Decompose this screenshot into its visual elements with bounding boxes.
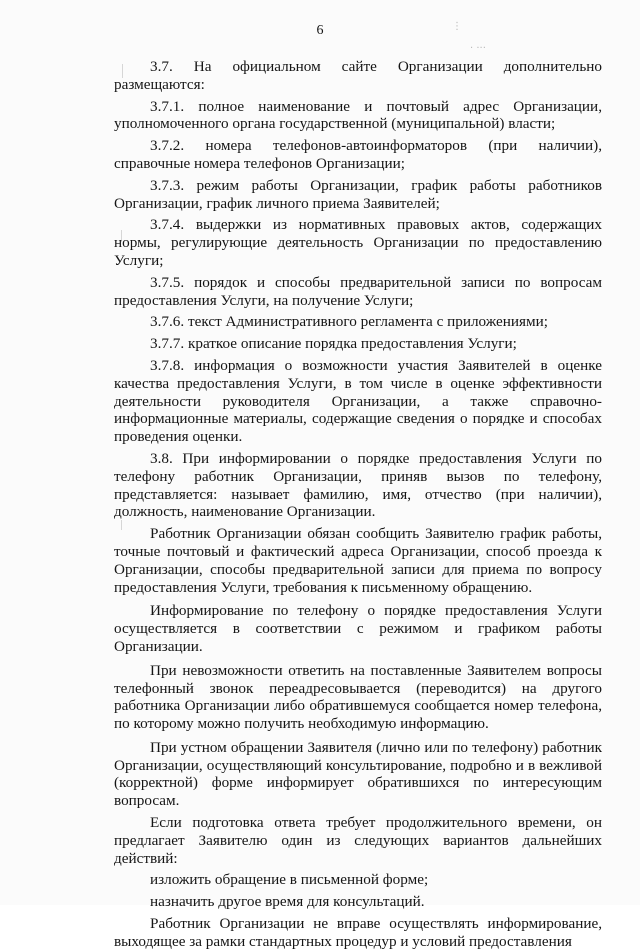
paragraph-phone-info: Информирование по телефону о порядке предоставления Услуги осуществляется в соответствии с режимом и графиком работы Организации. [114, 602, 602, 655]
paragraph-oral: При устном обращении Заявителя (лично или по телефону) работник Организации, осуществляющий консультирование, подробно и в вежливой (корректной) форме информирует обратившихся по интересующим вопросам. [114, 738, 602, 810]
paragraph-3-7-1: 3.7.1. полное наименование и почтовый адрес Организации, уполномоченного органа государственной (муниципальной) власти; [114, 97, 602, 133]
paragraph-long-time: Если подготовка ответа требует продолжительного времени, он предлагает Заявителю один из следующих вариантов дальнейших действий: [114, 814, 602, 867]
paragraph-impossible: При невозможности ответить на поставленные Заявителем вопросы телефонный звонок переадресовывается (переводится) на другого работника Организации либо обратившемуся сообщается номер телефона, по которому можно получить необходимую информацию. [114, 661, 602, 733]
paragraph-3-7-2: 3.7.2. номера телефонов-автоинформаторов (при наличии), справочные номера телефонов Организации; [114, 137, 602, 172]
paragraph-worker-must: Работник Организации обязан сообщить Заявителю график работы, точные почтовый и фактический адреса Организации, способ проезда к Организации, способы предварительной записи для приема по вопросу предоставления Услуги, требования к письменному обращению. [114, 525, 602, 596]
page-number: 6 [316, 23, 324, 38]
paragraph-3-7-3: 3.7.3. режим работы Организации, график работы работников Организации, график личного приема Заявителей; [114, 176, 602, 212]
scan-artifact: · ··· [470, 43, 486, 54]
document-body [114, 58, 602, 951]
scan-artifact: ⋮ [452, 21, 462, 32]
paragraph-3-7-8: 3.7.8. информация о возможности участия Заявителей в оценке качества предоставления Услуги, в том числе в оценке эффективности деятельности руководителя Организации, а также справочно-информационные материалы, содержащие сведения о порядке и способах проведения оценки. [114, 356, 602, 446]
paragraph-3-7-5: 3.7.5. порядок и способы предварительной записи по вопросам предоставления Услуги, на получение Услуги; [114, 273, 602, 309]
paragraph-not-entitled: Работник Организации не вправе осуществлять информирование, выходящее за рамки стандартных процедур и условий предоставления [114, 915, 602, 950]
paragraph-3-7: 3.7. На официальном сайте Организации дополнительно размещаются: [114, 58, 602, 93]
paragraph-3-8: 3.8. При информировании о порядке предоставления Услуги по телефону работник Организации, приняв вызов по телефону, представляется: называет фамилию, имя, отчество (при наличии), должность, наименование Организации. [114, 449, 602, 521]
option-written: изложить обращение в письменной форме; [150, 871, 429, 889]
paragraph-3-7-7: 3.7.7. краткое описание порядка предоставления Услуги; [150, 335, 517, 353]
option-other-time: назначить другое время для консультаций. [150, 893, 425, 911]
paragraph-3-7-6: 3.7.6. текст Административного регламента с приложениями; [150, 313, 548, 331]
paragraph-3-7-4: 3.7.4. выдержки из нормативных правовых актов, содержащих нормы, регулирующие деятельность Организации по предоставлению Услуги; [114, 216, 602, 269]
